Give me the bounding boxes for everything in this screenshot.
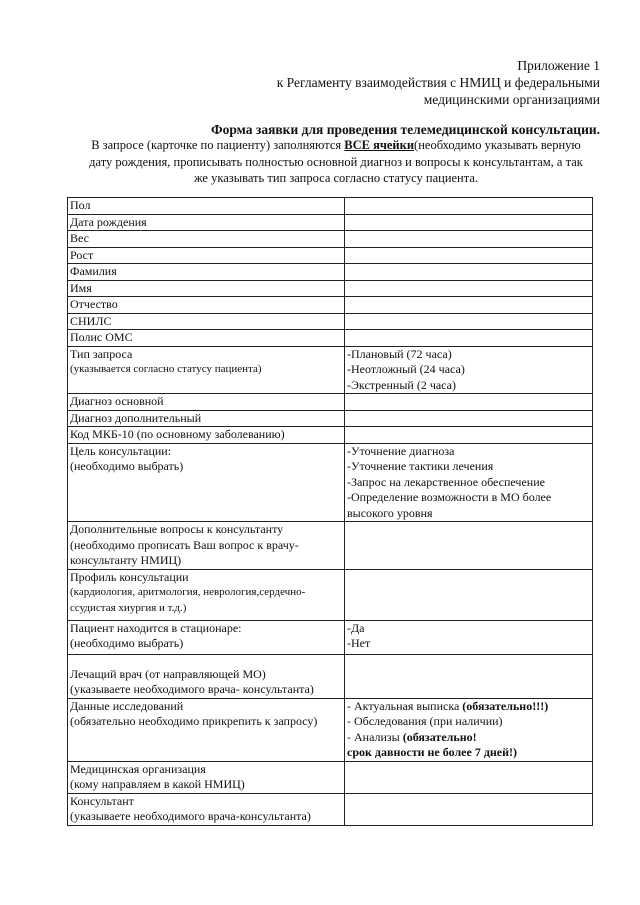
label-patronymic: Отчество bbox=[68, 297, 345, 314]
label-doctor bbox=[68, 654, 345, 698]
option-analyses[interactable] bbox=[347, 730, 590, 746]
field-questions[interactable] bbox=[345, 522, 593, 570]
hospital-title: Пациент находится в стационаре: bbox=[70, 620, 242, 635]
doctor-note: (указываете необходимого врача- консультанта) bbox=[70, 682, 314, 696]
field-mkb-code[interactable] bbox=[345, 427, 593, 444]
label-oms: Полис ОМС bbox=[68, 330, 345, 347]
row-request-type bbox=[68, 346, 593, 394]
field-organization[interactable] bbox=[345, 761, 593, 793]
intro-paragraph bbox=[86, 137, 586, 187]
row-purpose bbox=[68, 443, 593, 522]
regulation-reference-cont: медицинскими организациями bbox=[423, 92, 600, 107]
option-yes[interactable]: -Да bbox=[347, 620, 365, 635]
row-extra-diagnosis bbox=[68, 410, 593, 427]
row-birth-date bbox=[68, 214, 593, 231]
option-emergency[interactable]: -Экстренный (2 часа) bbox=[347, 377, 456, 392]
option-higher-level-mo[interactable]: -Определение возможности в МО более высокого уровня bbox=[347, 490, 552, 520]
questions-note: (необходимо прописать Ваш вопрос к врачу-консультанту НМИЦ) bbox=[70, 537, 299, 567]
row-surname bbox=[68, 264, 593, 281]
label-purpose bbox=[68, 443, 345, 522]
option-clarify-diagnosis[interactable]: -Уточнение диагноза bbox=[347, 443, 455, 458]
field-oms[interactable] bbox=[345, 330, 593, 347]
field-consultant[interactable] bbox=[345, 793, 593, 825]
label-sex: Пол bbox=[68, 198, 345, 215]
hospital-options bbox=[345, 620, 593, 654]
consultant-title: Консультант bbox=[70, 793, 134, 808]
label-height: Рост bbox=[68, 247, 345, 264]
row-patronymic bbox=[68, 297, 593, 314]
field-height[interactable] bbox=[345, 247, 593, 264]
row-organization bbox=[68, 761, 593, 793]
label-extra-diagnosis: Диагноз дополнительный bbox=[68, 410, 345, 427]
intro-emphasis: ВСЕ ячейки bbox=[344, 138, 415, 152]
row-questions bbox=[68, 522, 593, 570]
field-main-diagnosis[interactable] bbox=[345, 394, 593, 411]
option-discharge[interactable] bbox=[347, 699, 590, 715]
profile-note: (кардиология, аритмология, неврология,сердечно-ссудистая хиургия и т.д.) bbox=[70, 586, 306, 614]
row-snils bbox=[68, 313, 593, 330]
option-no[interactable]: -Нет bbox=[347, 636, 371, 650]
label-snils: СНИЛС bbox=[68, 313, 345, 330]
hospital-note: (необходимо выбрать) bbox=[70, 636, 184, 650]
analyses-text: - Анализы bbox=[347, 729, 403, 744]
document-header bbox=[277, 57, 600, 108]
consultant-note: (указываете необходимого врача-консультанта) bbox=[70, 809, 311, 823]
row-consultant bbox=[68, 793, 593, 825]
purpose-note: (необходимо выбрать) bbox=[70, 459, 184, 473]
regulation-reference: к Регламенту взаимодействия с НМИЦ и федеральными bbox=[276, 75, 600, 90]
label-main-diagnosis: Диагноз основной bbox=[68, 394, 345, 411]
intro-text-end: (необходимо указывать верную дату рождения, прописывать полностью основной диагноз и вопросы к консультантам, а так же указывать тип запроса согласно статусу пациента. bbox=[89, 138, 583, 185]
analyses-age-note: срок давности не более 7 дней!) bbox=[347, 745, 518, 759]
option-planned[interactable]: -Плановый (72 часа) bbox=[347, 346, 452, 361]
label-request-type bbox=[68, 346, 345, 394]
row-profile bbox=[68, 569, 593, 620]
request-type-note: (указывается согласно статусу пациента) bbox=[70, 363, 262, 375]
label-consultant bbox=[68, 793, 345, 825]
field-patronymic[interactable] bbox=[345, 297, 593, 314]
option-drug-supply[interactable]: -Запрос на лекарственное обеспечение bbox=[347, 474, 545, 489]
label-name: Имя bbox=[68, 280, 345, 297]
request-type-options bbox=[345, 346, 593, 394]
application-form-table bbox=[67, 197, 593, 826]
row-studies bbox=[68, 698, 593, 761]
field-surname[interactable] bbox=[345, 264, 593, 281]
analyses-required: (обязательно! bbox=[402, 729, 477, 744]
organization-title: Медицинская организация bbox=[70, 761, 206, 776]
row-weight bbox=[68, 231, 593, 248]
label-profile bbox=[68, 569, 345, 620]
label-organization bbox=[68, 761, 345, 793]
field-extra-diagnosis[interactable] bbox=[345, 410, 593, 427]
row-mkb-code bbox=[68, 427, 593, 444]
label-questions bbox=[68, 522, 345, 570]
intro-text-start: В запросе (карточке по пациенту) заполняются bbox=[91, 138, 345, 152]
row-hospital bbox=[68, 620, 593, 654]
label-weight: Вес bbox=[68, 231, 345, 248]
label-studies bbox=[68, 698, 345, 761]
option-examinations[interactable]: - Обследования (при наличии) bbox=[347, 714, 503, 728]
option-clarify-treatment[interactable]: -Уточнение тактики лечения bbox=[347, 459, 494, 473]
field-doctor[interactable] bbox=[345, 654, 593, 698]
row-oms bbox=[68, 330, 593, 347]
row-main-diagnosis bbox=[68, 394, 593, 411]
field-profile[interactable] bbox=[345, 569, 593, 620]
studies-options bbox=[345, 698, 593, 761]
doctor-title: Лечащий врач (от направляющей МО) bbox=[70, 666, 266, 681]
row-name bbox=[68, 280, 593, 297]
organization-note: (кому направляем в какой НМИЦ) bbox=[70, 777, 245, 791]
field-name[interactable] bbox=[345, 280, 593, 297]
field-snils[interactable] bbox=[345, 313, 593, 330]
purpose-title: Цель консультации: bbox=[70, 443, 172, 458]
request-type-title: Тип запроса bbox=[70, 346, 133, 361]
studies-title: Данные исследований bbox=[70, 698, 184, 713]
label-birth-date: Дата рождения bbox=[68, 214, 345, 231]
field-sex[interactable] bbox=[345, 198, 593, 215]
field-weight[interactable] bbox=[345, 231, 593, 248]
questions-title: Дополнительные вопросы к консультанту bbox=[70, 522, 284, 536]
discharge-text: - Актуальная выписка bbox=[347, 698, 463, 713]
appendix-number: Приложение 1 bbox=[517, 58, 600, 73]
row-doctor bbox=[68, 654, 593, 698]
purpose-options bbox=[345, 443, 593, 522]
studies-note: (обязательно необходимо прикрепить к запросу) bbox=[70, 714, 318, 728]
form-title: Форма заявки для проведения телемедицинской консультации. bbox=[211, 122, 600, 137]
discharge-required: (обязательно!!!) bbox=[462, 698, 549, 713]
row-height bbox=[68, 247, 593, 264]
label-mkb-code: Код МКБ-10 (по основному заболеванию) bbox=[68, 427, 345, 444]
option-urgent[interactable]: -Неотложный (24 часа) bbox=[347, 362, 465, 376]
label-surname: Фамилия bbox=[68, 264, 345, 281]
field-birth-date[interactable] bbox=[345, 214, 593, 231]
label-hospital bbox=[68, 620, 345, 654]
profile-title: Профиль консультации bbox=[70, 569, 189, 584]
row-sex bbox=[68, 198, 593, 215]
